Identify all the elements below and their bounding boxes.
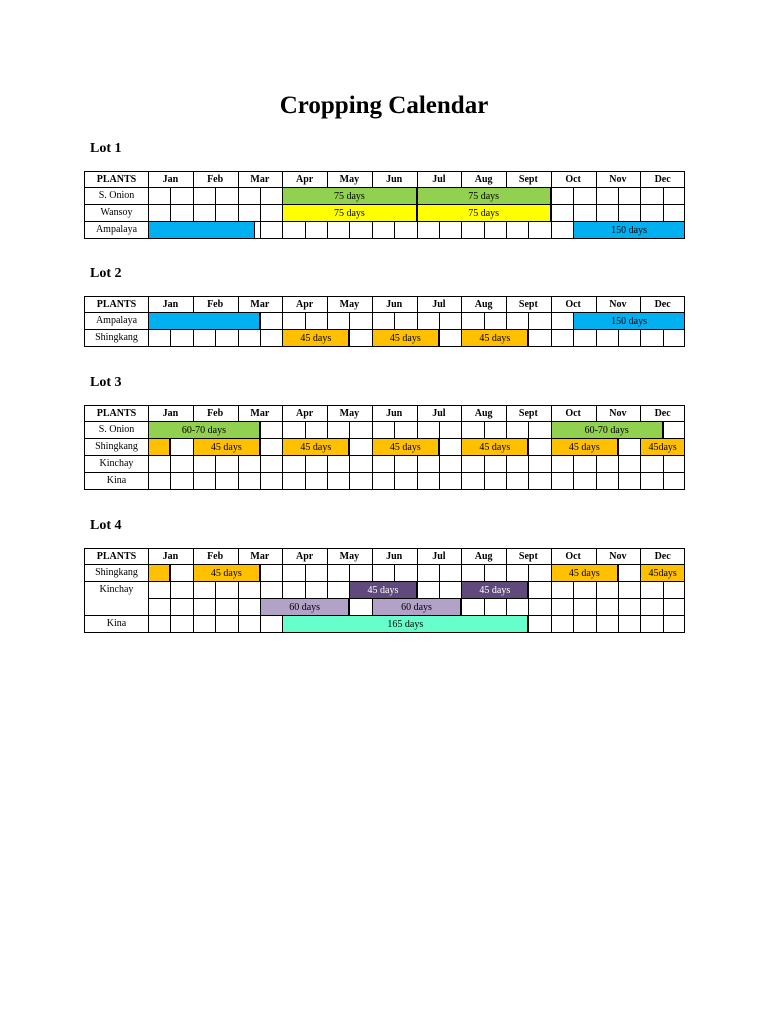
month-header-aug: Aug bbox=[474, 407, 493, 419]
crop-period-bar: 150 days bbox=[573, 222, 685, 238]
month-header-nov: Nov bbox=[609, 407, 627, 419]
month-header-mar: Mar bbox=[250, 298, 270, 310]
half-month-divider bbox=[215, 204, 216, 221]
half-month-divider bbox=[528, 472, 529, 489]
half-month-divider bbox=[528, 598, 529, 615]
half-month-divider bbox=[618, 438, 619, 455]
half-month-divider bbox=[439, 329, 440, 346]
crop-period-bar: 45 days bbox=[193, 565, 260, 581]
crop-period-bar: 60 days bbox=[260, 599, 350, 615]
month-header-oct: Oct bbox=[565, 173, 581, 185]
column-divider bbox=[238, 549, 239, 632]
plant-name: Kina bbox=[106, 474, 127, 486]
half-month-divider bbox=[663, 204, 664, 221]
half-month-divider bbox=[663, 472, 664, 489]
half-month-divider bbox=[573, 598, 574, 615]
crop-period-bar: 45 days bbox=[551, 439, 618, 455]
half-month-divider bbox=[618, 564, 619, 581]
row-divider bbox=[85, 472, 684, 473]
month-header-sept: Sept bbox=[518, 173, 538, 185]
lot-1-heading: Lot 1 bbox=[90, 141, 122, 156]
crop-period-bar: 45 days bbox=[551, 565, 618, 581]
half-month-divider bbox=[573, 329, 574, 346]
half-month-divider bbox=[260, 204, 261, 221]
column-divider bbox=[640, 549, 641, 632]
half-month-divider bbox=[260, 187, 261, 204]
half-month-divider bbox=[663, 329, 664, 346]
crop-period-bar: 45 days bbox=[282, 330, 349, 346]
month-header-sept: Sept bbox=[518, 298, 538, 310]
plant-name: Shingkang bbox=[95, 440, 138, 452]
half-month-divider bbox=[215, 187, 216, 204]
half-month-divider bbox=[260, 581, 261, 598]
month-header-may: May bbox=[339, 550, 360, 562]
month-header-aug: Aug bbox=[474, 550, 493, 562]
half-month-divider bbox=[528, 615, 529, 632]
half-month-divider bbox=[573, 615, 574, 632]
month-header-may: May bbox=[339, 407, 360, 419]
half-month-divider bbox=[215, 598, 216, 615]
half-month-divider bbox=[439, 421, 440, 438]
half-month-divider bbox=[618, 455, 619, 472]
month-header-apr: Apr bbox=[296, 407, 314, 419]
month-header-mar: Mar bbox=[250, 407, 270, 419]
crop-period-bar: 45 days bbox=[461, 330, 528, 346]
half-month-divider bbox=[439, 221, 440, 238]
half-month-divider bbox=[305, 221, 306, 238]
month-header-jul: Jul bbox=[432, 298, 446, 310]
month-header-mar: Mar bbox=[250, 173, 270, 185]
lot-2-heading: Lot 2 bbox=[90, 266, 122, 281]
month-header-jun: Jun bbox=[386, 298, 403, 310]
half-month-divider bbox=[305, 472, 306, 489]
month-header-sept: Sept bbox=[518, 407, 538, 419]
plants-column-header: PLANTS bbox=[96, 407, 137, 419]
crop-period-bar: 45 days bbox=[461, 439, 528, 455]
half-month-divider bbox=[215, 581, 216, 598]
month-header-jan: Jan bbox=[162, 173, 179, 185]
crop-period-bar: 60 days bbox=[372, 599, 462, 615]
half-month-divider bbox=[484, 564, 485, 581]
half-month-divider bbox=[170, 581, 171, 598]
month-header-oct: Oct bbox=[565, 298, 581, 310]
half-month-divider bbox=[439, 455, 440, 472]
plant-name: S. Onion bbox=[98, 189, 135, 201]
half-month-divider bbox=[663, 187, 664, 204]
column-divider bbox=[596, 549, 597, 632]
half-month-divider bbox=[618, 615, 619, 632]
plant-name: Ampalaya bbox=[95, 223, 138, 235]
month-header-apr: Apr bbox=[296, 550, 314, 562]
half-month-divider bbox=[305, 581, 306, 598]
month-header-dec: Dec bbox=[654, 407, 671, 419]
half-month-divider bbox=[528, 564, 529, 581]
month-header-nov: Nov bbox=[609, 173, 627, 185]
month-header-may: May bbox=[339, 298, 360, 310]
half-month-divider bbox=[170, 472, 171, 489]
half-month-divider bbox=[484, 421, 485, 438]
crop-period-bar: 45 days bbox=[349, 582, 416, 598]
half-month-divider bbox=[484, 472, 485, 489]
row-divider bbox=[85, 455, 684, 456]
half-month-divider bbox=[439, 312, 440, 329]
crop-period-bar: 45 days bbox=[282, 439, 349, 455]
half-month-divider bbox=[260, 329, 261, 346]
month-header-sept: Sept bbox=[518, 550, 538, 562]
month-header-jul: Jul bbox=[432, 407, 446, 419]
half-month-divider bbox=[663, 421, 664, 438]
half-month-divider bbox=[439, 581, 440, 598]
half-month-divider bbox=[260, 421, 261, 438]
month-header-jan: Jan bbox=[162, 298, 179, 310]
half-month-divider bbox=[349, 221, 350, 238]
month-header-jul: Jul bbox=[432, 550, 446, 562]
half-month-divider bbox=[618, 329, 619, 346]
lot-1-calendar bbox=[84, 171, 685, 239]
half-month-divider bbox=[439, 472, 440, 489]
half-month-divider bbox=[170, 564, 171, 581]
half-month-divider bbox=[260, 472, 261, 489]
half-month-divider bbox=[439, 438, 440, 455]
half-month-divider bbox=[170, 204, 171, 221]
half-month-divider bbox=[394, 221, 395, 238]
half-month-divider bbox=[528, 221, 529, 238]
half-month-divider bbox=[528, 438, 529, 455]
half-month-divider bbox=[260, 312, 261, 329]
month-header-feb: Feb bbox=[207, 550, 224, 562]
crop-period-bar: 45days bbox=[640, 439, 685, 455]
half-month-divider bbox=[484, 455, 485, 472]
plants-column-header: PLANTS bbox=[96, 173, 137, 185]
half-month-divider bbox=[170, 187, 171, 204]
half-month-divider bbox=[349, 438, 350, 455]
month-header-may: May bbox=[339, 173, 360, 185]
month-header-nov: Nov bbox=[609, 298, 627, 310]
plant-name: Shingkang bbox=[95, 331, 138, 343]
half-month-divider bbox=[663, 615, 664, 632]
month-header-dec: Dec bbox=[654, 550, 671, 562]
crop-period-bar bbox=[148, 439, 170, 455]
half-month-divider bbox=[215, 329, 216, 346]
half-month-divider bbox=[394, 564, 395, 581]
plant-name: Kinchay bbox=[99, 583, 134, 595]
crop-period-bar: 75 days bbox=[282, 205, 416, 221]
half-month-divider bbox=[439, 564, 440, 581]
half-month-divider bbox=[260, 615, 261, 632]
month-header-oct: Oct bbox=[565, 550, 581, 562]
half-month-divider bbox=[305, 455, 306, 472]
half-month-divider bbox=[394, 312, 395, 329]
column-divider bbox=[551, 172, 552, 238]
plant-name: Wansoy bbox=[100, 206, 133, 218]
half-month-divider bbox=[260, 564, 261, 581]
half-month-divider bbox=[260, 455, 261, 472]
half-month-divider bbox=[215, 455, 216, 472]
half-month-divider bbox=[260, 438, 261, 455]
month-header-jun: Jun bbox=[386, 173, 403, 185]
half-month-divider bbox=[573, 455, 574, 472]
half-month-divider bbox=[663, 455, 664, 472]
half-month-divider bbox=[170, 329, 171, 346]
plants-column-header: PLANTS bbox=[96, 550, 137, 562]
half-month-divider bbox=[663, 581, 664, 598]
lot-4-calendar bbox=[84, 548, 685, 633]
half-month-divider bbox=[260, 221, 261, 238]
crop-period-bar bbox=[148, 565, 170, 581]
month-header-dec: Dec bbox=[654, 298, 671, 310]
month-header-aug: Aug bbox=[474, 173, 493, 185]
crop-period-bar: 45 days bbox=[461, 582, 528, 598]
half-month-divider bbox=[618, 581, 619, 598]
half-month-divider bbox=[528, 455, 529, 472]
plant-name: S. Onion bbox=[98, 423, 135, 435]
half-month-divider bbox=[528, 312, 529, 329]
column-divider bbox=[551, 297, 552, 346]
half-month-divider bbox=[573, 581, 574, 598]
half-month-divider bbox=[305, 564, 306, 581]
half-month-divider bbox=[349, 472, 350, 489]
crop-period-bar: 45days bbox=[640, 565, 685, 581]
half-month-divider bbox=[170, 455, 171, 472]
half-month-divider bbox=[305, 421, 306, 438]
crop-period-bar bbox=[148, 313, 260, 329]
month-header-aug: Aug bbox=[474, 298, 493, 310]
month-header-mar: Mar bbox=[250, 550, 270, 562]
half-month-divider bbox=[349, 312, 350, 329]
half-month-divider bbox=[349, 564, 350, 581]
half-month-divider bbox=[618, 204, 619, 221]
month-header-jun: Jun bbox=[386, 550, 403, 562]
plant-name: Kinchay bbox=[99, 457, 134, 469]
half-month-divider bbox=[573, 187, 574, 204]
column-divider bbox=[148, 549, 149, 632]
crop-period-bar bbox=[148, 222, 255, 238]
half-month-divider bbox=[349, 598, 350, 615]
month-header-feb: Feb bbox=[207, 407, 224, 419]
month-header-jan: Jan bbox=[162, 407, 179, 419]
half-month-divider bbox=[618, 598, 619, 615]
half-month-divider bbox=[170, 598, 171, 615]
lot-2-calendar bbox=[84, 296, 685, 347]
half-month-divider bbox=[170, 438, 171, 455]
crop-period-bar: 45 days bbox=[372, 439, 439, 455]
half-month-divider bbox=[305, 312, 306, 329]
lot-3-heading: Lot 3 bbox=[90, 375, 122, 390]
plants-column-header: PLANTS bbox=[96, 298, 137, 310]
month-header-apr: Apr bbox=[296, 298, 314, 310]
month-header-jun: Jun bbox=[386, 407, 403, 419]
month-header-jan: Jan bbox=[162, 550, 179, 562]
lot-4-heading: Lot 4 bbox=[90, 518, 122, 533]
crop-period-bar: 75 days bbox=[417, 188, 551, 204]
half-month-divider bbox=[394, 455, 395, 472]
half-month-divider bbox=[349, 455, 350, 472]
plant-name: Ampalaya bbox=[95, 314, 138, 326]
half-month-divider bbox=[215, 615, 216, 632]
month-header-nov: Nov bbox=[609, 550, 627, 562]
crop-period-bar: 45 days bbox=[372, 330, 439, 346]
half-month-divider bbox=[528, 329, 529, 346]
crop-period-bar: 75 days bbox=[282, 188, 416, 204]
half-month-divider bbox=[484, 312, 485, 329]
month-header-oct: Oct bbox=[565, 407, 581, 419]
month-header-feb: Feb bbox=[207, 173, 224, 185]
half-month-divider bbox=[528, 421, 529, 438]
month-header-jul: Jul bbox=[432, 173, 446, 185]
half-month-divider bbox=[484, 598, 485, 615]
half-month-divider bbox=[484, 221, 485, 238]
page-title: Cropping Calendar bbox=[279, 92, 489, 119]
half-month-divider bbox=[528, 581, 529, 598]
month-header-apr: Apr bbox=[296, 173, 314, 185]
half-month-divider bbox=[618, 472, 619, 489]
crop-period-bar: 165 days bbox=[282, 616, 528, 632]
plant-name: Kina bbox=[106, 617, 127, 629]
plant-name: Shingkang bbox=[95, 566, 138, 578]
crop-period-bar: 60-70 days bbox=[148, 422, 260, 438]
crop-period-bar: 150 days bbox=[573, 313, 685, 329]
half-month-divider bbox=[573, 472, 574, 489]
half-month-divider bbox=[663, 598, 664, 615]
month-header-dec: Dec bbox=[654, 173, 671, 185]
crop-period-bar: 60-70 days bbox=[551, 422, 663, 438]
month-header-feb: Feb bbox=[207, 298, 224, 310]
half-month-divider bbox=[349, 421, 350, 438]
crop-period-bar: 75 days bbox=[417, 205, 551, 221]
column-divider bbox=[193, 549, 194, 632]
column-divider bbox=[551, 549, 552, 632]
crop-period-bar: 45 days bbox=[193, 439, 260, 455]
lot-3-calendar bbox=[84, 405, 685, 490]
half-month-divider bbox=[394, 421, 395, 438]
half-month-divider bbox=[573, 204, 574, 221]
half-month-divider bbox=[170, 615, 171, 632]
half-month-divider bbox=[618, 187, 619, 204]
half-month-divider bbox=[215, 472, 216, 489]
half-month-divider bbox=[394, 472, 395, 489]
plant-name bbox=[85, 598, 148, 615]
half-month-divider bbox=[349, 329, 350, 346]
